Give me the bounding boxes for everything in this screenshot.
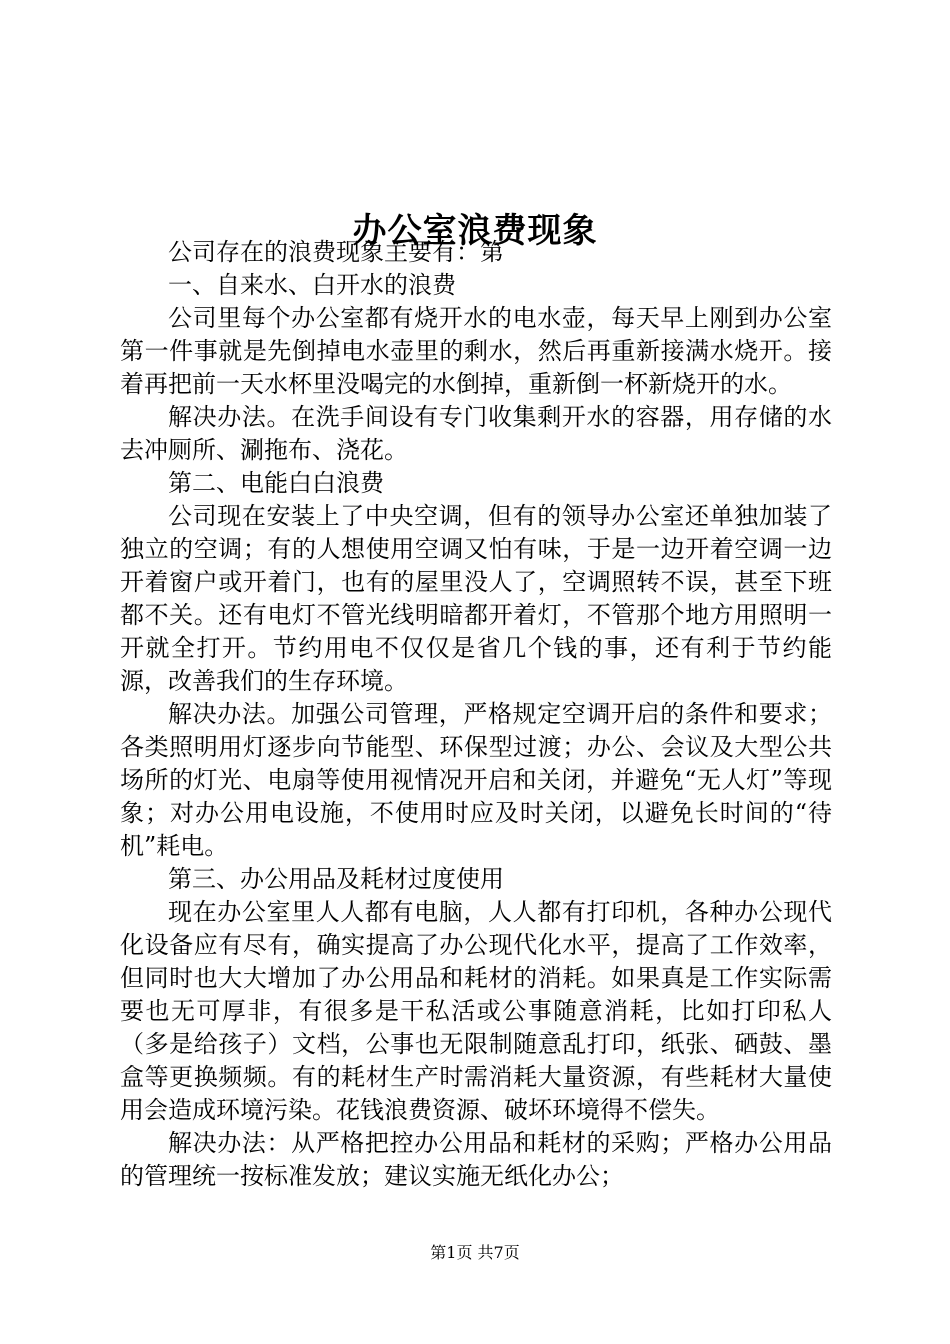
paragraph-section-1-body: 公司里每个办公室都有烧开水的电水壶，每天早上刚到办公室第一件事就是先倒掉电水壶里的剩水，然后再重新接满水烧开。接着再把前一天水杯里没喝完的水倒掉，重新倒一杯新烧开的水。 bbox=[120, 304, 832, 398]
document-body bbox=[120, 236, 832, 1193]
paragraph-section-3-solution: 解决办法：从严格把控办公用品和耗材的采购；严格办公用品的管理统一按标准发放；建议实施无纸化办公； bbox=[120, 1129, 832, 1190]
paragraph-intro: 公司存在的浪费现象主要有：第 bbox=[168, 238, 504, 266]
page-footer: 第1页 共7页 bbox=[430, 1243, 520, 1262]
paragraph-section-3-body: 现在办公室里人人都有电脑，人人都有打印机，各种办公现代化设备应有尽有，确实提高了办公现代化水平，提高了工作效率，但同时也大大增加了办公用品和耗材的消耗。如果真是工作实际需要也无可厚非，有很多是干私活或公事随意消耗，比如打印私人（多是给孩子）文档，公事也无限制随意乱打印，纸张、硒鼓、墨盒等更换频频。有的耗材生产时需消耗大量资源，有些耗材大量使用会造成环境污染。花钱浪费资源、破坏环境得不偿失。 bbox=[120, 898, 832, 1124]
heading-section-2: 第二、电能白白浪费 bbox=[168, 469, 384, 497]
heading-section-1: 一、自来水、白开水的浪费 bbox=[168, 271, 456, 299]
paragraph-section-1-solution: 解决办法。在洗手间设有专门收集剩开水的容器，用存储的水去冲厕所、涮拖布、浇花。 bbox=[120, 403, 832, 464]
paragraph-section-2-solution: 解决办法。加强公司管理，严格规定空调开启的条件和要求；各类照明用灯逐步向节能型、环保型过渡；办公、会议及大型公共场所的灯光、电扇等使用视情况开启和关闭，并避免“无人灯”等现象；对办公用电设施，不使用时应及时关闭，以避免长时间的“待机”耗电。 bbox=[120, 700, 832, 860]
paragraph-section-2-body: 公司现在安装上了中央空调，但有的领导办公室还单独加装了独立的空调；有的人想使用空调又怕有味，于是一边开着空调一边开着窗户或开着门，也有的屋里没人了，空调照转不误，甚至下班都不关。还有电灯不管光线明暗都开着灯，不管那个地方用照明一开就全打开。节约用电不仅仅是省几个钱的事，还有利于节约能源，改善我们的生存环境。 bbox=[120, 502, 832, 695]
document-title: 办公室浪费现象 bbox=[352, 210, 598, 251]
heading-section-3: 第三、办公用品及耗材过度使用 bbox=[168, 865, 504, 893]
